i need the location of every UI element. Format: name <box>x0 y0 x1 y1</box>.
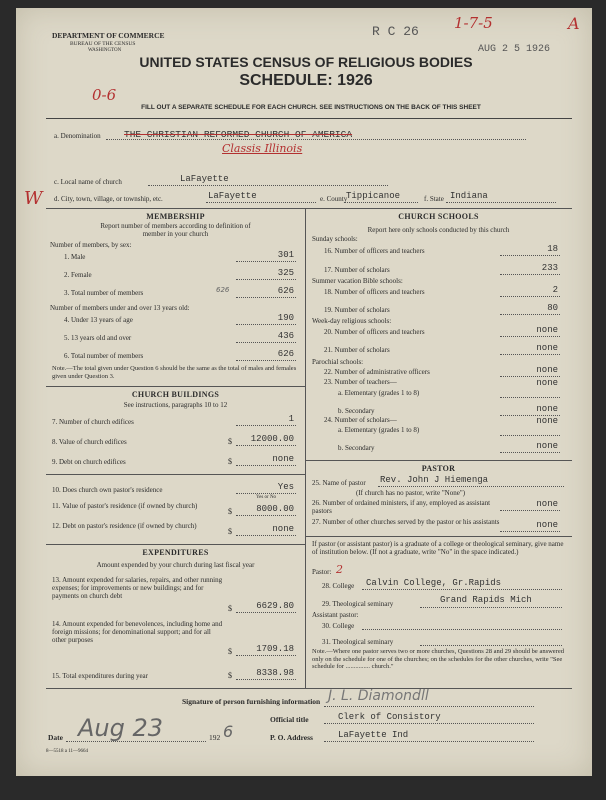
q13-value: 6629.80 <box>256 601 294 611</box>
q7-label: 7. Number of church edifices <box>52 418 134 426</box>
q26-value: none <box>536 499 558 509</box>
q25-value: Rev. John J Hiemenga <box>380 475 489 485</box>
stamp-code: R C 26 <box>372 24 419 39</box>
age-label: Number of members under and over 13 years old: <box>50 304 190 312</box>
assistant-label: Assistant pastor: <box>312 611 359 619</box>
q1-value: 301 <box>277 250 294 260</box>
received-date-stamp: AUG 2 5 1926 <box>478 44 551 55</box>
q15-label: 15. Total expenditures during year <box>52 672 148 680</box>
membership-heading: MEMBERSHIP <box>146 212 205 221</box>
q27-value: none <box>536 520 558 530</box>
q14-label: 14. Amount expended for benevolences, including home and foreign missions; for denominational support; and for all other purposes <box>52 620 223 644</box>
q23b-label: b. Secondary <box>338 407 375 415</box>
q9-label: 9. Debt on church edifices <box>52 458 126 466</box>
q2-value: 325 <box>277 268 294 278</box>
instructions-line: FILL OUT A SEPARATE SCHEDULE FOR EACH CHURCH. SEE INSTRUCTIONS ON THE BACK OF THIS SHEET <box>141 104 481 111</box>
form-title: UNITED STATES CENSUS OF RELIGIOUS BODIES <box>139 54 473 70</box>
handwritten-corner-mark: A <box>568 14 580 33</box>
date-value: Aug 23 <box>78 714 164 742</box>
q6-value: 626 <box>277 349 294 359</box>
q11-label: 11. Value of pastor's residence (if owned by church) <box>52 502 198 510</box>
q21-value: none <box>536 343 558 353</box>
q9-value: none <box>272 454 294 464</box>
q20-value: none <box>536 325 558 335</box>
official-title-value: Clerk of Consistory <box>338 712 441 722</box>
q8-label: 8. Value of church edifices <box>52 438 127 446</box>
pastor-note: Note.—Where one pastor serves two or more churches, Questions 28 and 29 should be answered only on the schedule for one of the churches; on the schedules for the other churches, write "See schedule for ............... church." <box>312 648 564 670</box>
expenditures-heading: EXPENDITURES <box>142 548 209 557</box>
census-schedule-form <box>16 8 592 776</box>
pastor-label: Pastor: <box>312 568 332 576</box>
local-name-label: c. Local name of church <box>54 178 122 186</box>
q5-label: 5. 13 years old and over <box>64 334 132 342</box>
handwritten-left-code: 0-6 <box>92 86 117 104</box>
q13-label: 13. Amount expended for salaries, repairs, and other running expenses; for improvements or new buildings; and for payments on church debt <box>52 576 223 600</box>
q23-value: none <box>536 378 558 388</box>
q23-label: 23. Number of teachers— <box>324 378 397 386</box>
q4-value: 190 <box>277 313 294 323</box>
pastor-heading: PASTOR <box>421 464 456 473</box>
city-field-value: LaFayette <box>208 191 257 201</box>
q27-label: 27. Number of other churches served by the pastor or his assistants <box>312 518 500 526</box>
address-label: P. O. Address <box>270 733 313 742</box>
q29-value: Grand Rapids Mich <box>440 595 532 605</box>
handwritten-code: 1-7-5 <box>454 14 493 32</box>
city-field-label: d. City, town, village, or township, etc. <box>54 195 163 203</box>
form-subtitle: SCHEDULE: 1926 <box>239 72 373 89</box>
year-prefix: 192 <box>209 733 221 742</box>
year-handwritten: 6 <box>223 722 234 741</box>
buildings-heading: CHURCH BUILDINGS <box>131 390 220 399</box>
city-label: WASHINGTON <box>88 48 122 53</box>
county-value: Tippicanoe <box>346 191 401 201</box>
q24-label: 24. Number of scholars— <box>324 416 397 424</box>
q11-dollar: $ <box>228 507 232 516</box>
q16-value: 18 <box>547 244 558 254</box>
q28-label: 28. College <box>322 582 355 590</box>
q18-value: 2 <box>552 285 558 295</box>
q14-value: 1709.18 <box>256 644 294 654</box>
q30-label: 30. College <box>322 622 355 630</box>
weekday-label: Week-day religious schools: <box>312 317 392 325</box>
q15-value: 8338.98 <box>256 668 294 678</box>
q12-value: none <box>272 524 294 534</box>
q18-label: 18. Number of officers and teachers <box>324 288 425 296</box>
state-value: Indiana <box>450 191 488 201</box>
q23a-label: a. Elementary (grades 1 to 8) <box>338 389 420 397</box>
q3-pencil-note: 626 <box>216 286 230 294</box>
q24a-label: a. Elementary (grades 1 to 8) <box>338 426 420 434</box>
q6-label: 6. Total number of members <box>64 352 144 360</box>
buildings-sub: See instructions, paragraphs 10 to 12 <box>123 401 228 409</box>
q9-dollar: $ <box>228 457 232 466</box>
q20-label: 20. Number of officers and teachers <box>324 328 425 336</box>
q22-value: none <box>536 365 558 375</box>
q24b-label: b. Secondary <box>338 444 375 452</box>
q17-label: 17. Number of scholars <box>324 266 390 274</box>
q24b-value: none <box>536 441 558 451</box>
q5-value: 436 <box>277 331 294 341</box>
q14-dollar: $ <box>228 647 232 656</box>
by-sex-label: Number of members, by sex: <box>50 241 132 249</box>
q4-label: 4. Under 13 years of age <box>64 316 133 324</box>
state-label: f. State <box>424 195 444 203</box>
q21-label: 21. Number of scholars <box>324 346 390 354</box>
expenditures-sub: Amount expended by your church during last fiscal year <box>96 561 255 569</box>
q17-value: 233 <box>541 263 558 273</box>
q11-value: 8000.00 <box>256 504 294 514</box>
q24-value: none <box>536 416 558 426</box>
signature-label: Signature of person furnishing information <box>182 697 321 706</box>
q16-label: 16. Number of officers and teachers <box>324 247 425 255</box>
q28-value: Calvin College, Gr.Rapids <box>366 578 502 588</box>
q8-dollar: $ <box>228 437 232 446</box>
q15-dollar: $ <box>228 671 232 680</box>
membership-sub2: member in your church <box>142 230 209 238</box>
q31-label: 31. Theological seminary <box>322 638 394 646</box>
q3-value: 626 <box>277 286 294 296</box>
q25-label: 25. Name of pastor <box>312 479 366 487</box>
column-divider <box>305 208 306 688</box>
official-title-label: Official title <box>270 715 309 724</box>
address-value: LaFayette Ind <box>338 730 409 740</box>
graduate-note: If pastor (or assistant pastor) is a graduate of a college or theological seminary, give name of institution below. (If not a graduate, write "No" in the space indicated.) <box>312 540 564 556</box>
q10-value: Yes <box>277 482 294 492</box>
q26-label: 26. Number of ordained ministers, if any, employed as assistant pastors <box>312 499 491 515</box>
bureau-label: BUREAU OF THE CENSUS <box>70 41 136 47</box>
q25-note: (If church has no pastor, write "None") <box>356 489 466 497</box>
sunday-label: Sunday schools: <box>312 235 358 243</box>
header-rule <box>46 118 572 119</box>
summer-label: Summer vacation Bible schools: <box>312 277 403 285</box>
department-label: DEPARTMENT OF COMMERCE <box>52 31 165 40</box>
q29-label: 29. Theological seminary <box>322 600 394 608</box>
denomination-label: a. Denomination <box>54 132 101 140</box>
local-name-value: LaFayette <box>180 174 229 184</box>
handwritten-margin-mark: W <box>24 188 43 209</box>
q19-label: 19. Number of scholars <box>324 306 390 314</box>
q12-dollar: $ <box>228 527 232 536</box>
pastor-handwritten-mark: 2 <box>336 563 343 576</box>
print-code: 8—5518 a 11—9664 <box>46 749 89 754</box>
schools-sub: Report here only schools conducted by this church <box>367 226 510 234</box>
q3-label: 3. Total number of members <box>64 289 144 297</box>
county-label: e. County <box>320 195 348 203</box>
q7-value: 1 <box>288 414 294 424</box>
q2-label: 2. Female <box>64 271 92 279</box>
q23b-value: none <box>536 404 558 414</box>
parochial-label: Parochial schools: <box>312 358 364 366</box>
q10-hint: Yes or No <box>256 495 277 500</box>
date-label: Date <box>48 733 63 742</box>
membership-note: Note.—The total given under Question 6 should be the same as the total of males and females given under Question 3. <box>52 365 297 380</box>
signature-value: J. L. Diamondll <box>328 688 429 704</box>
q8-value: 12000.00 <box>250 434 294 444</box>
denomination-handwritten: Classis Illinois <box>222 142 303 155</box>
membership-sub1: Report number of members according to definition of <box>100 222 251 230</box>
q22-label: 22. Number of administrative officers <box>324 368 430 376</box>
q13-dollar: $ <box>228 604 232 613</box>
schools-heading: CHURCH SCHOOLS <box>398 212 479 221</box>
denomination-value: THE CHRISTIAN REFORMED CHURCH OF AMERICA <box>124 129 353 140</box>
q19-value: 80 <box>547 303 558 313</box>
q1-label: 1. Male <box>64 253 86 261</box>
q12-label: 12. Debt on pastor's residence (if owned by church) <box>52 522 197 530</box>
q10-label: 10. Does church own pastor's residence <box>52 486 163 494</box>
